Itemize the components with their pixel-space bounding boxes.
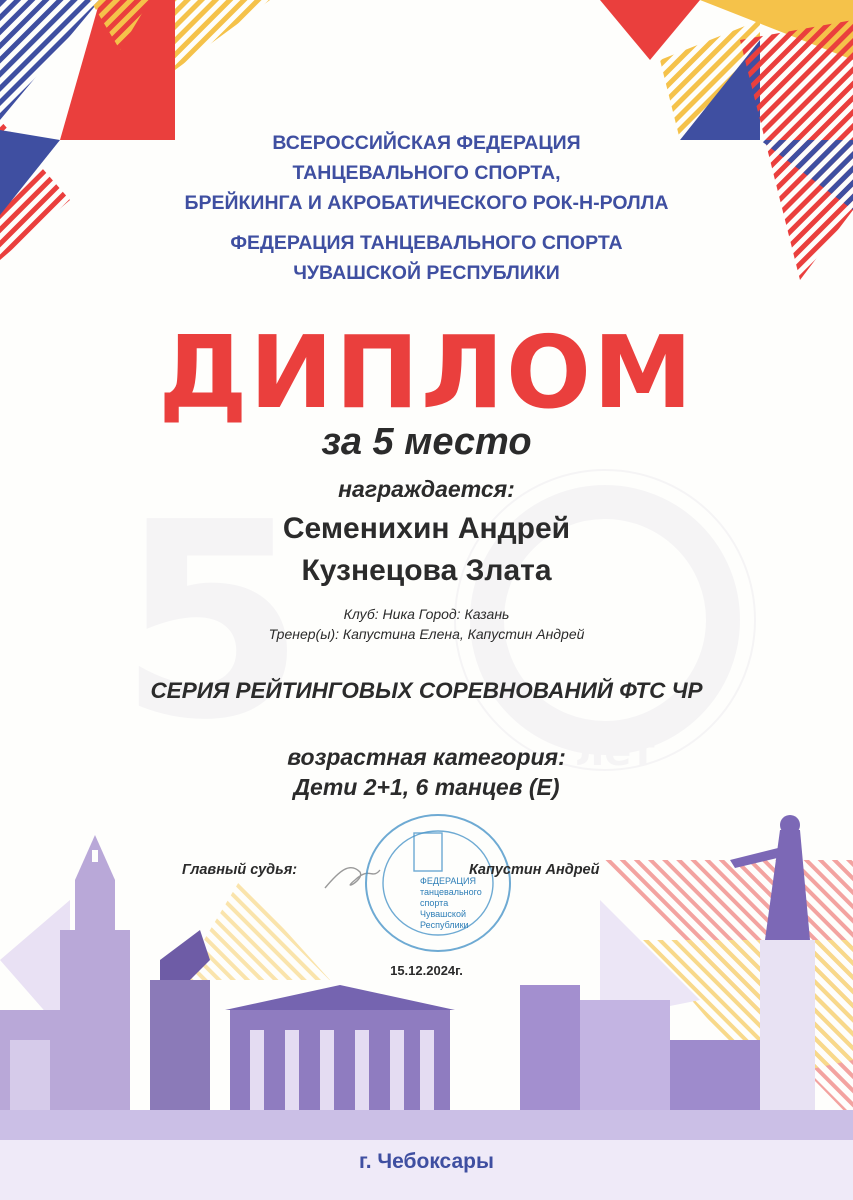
- chief-judge-label: Главный судья:: [182, 862, 298, 878]
- recipient-name: Семенихин Андрей: [282, 512, 571, 545]
- recipient-names: [0, 508, 853, 592]
- org-line: ФЕДЕРАЦИЯ ТАНЦЕВАЛЬНОГО СПОРТА: [230, 232, 623, 254]
- place-text: за 5 место: [321, 421, 532, 463]
- chief-judge-name: Капустин Андрей: [469, 862, 600, 878]
- stamp-line: Чувашской: [420, 909, 466, 919]
- stamp-line: Республики: [420, 920, 469, 930]
- stamp-text: [420, 876, 500, 931]
- stamp-line: танцевального спорта: [420, 887, 482, 908]
- age-category-value: Дети 2+1, 6 танцев (E): [293, 774, 560, 800]
- svg-text:5: 5: [118, 464, 306, 779]
- award-date: 15.12.2024г.: [390, 963, 463, 978]
- org-line: ВСЕРОССИЙСКАЯ ФЕДЕРАЦИЯ: [272, 132, 581, 154]
- org-line: ТАНЦЕВАЛЬНОГО СПОРТА,: [292, 162, 561, 184]
- regional-federation-header: [0, 228, 853, 288]
- svg-text:лет: лет: [575, 729, 655, 775]
- age-category: [0, 742, 853, 802]
- coach-line: Тренер(ы): Капустина Елена, Капустин Андрей: [268, 626, 585, 642]
- awarded-label: награждается:: [338, 476, 515, 502]
- club-line: Клуб: Ника Город: Казань: [343, 606, 510, 622]
- city-name: г. Чебоксары: [359, 1150, 494, 1173]
- org-line: БРЕЙКИНГА И АКРОБАТИЧЕСКОГО РОК-Н-РОЛЛА: [184, 192, 669, 214]
- club-info: [0, 604, 853, 644]
- age-category-label: возрастная категория:: [287, 744, 566, 770]
- organization-header: [0, 128, 853, 218]
- org-line: ЧУВАШСКОЙ РЕСПУБЛИКИ: [293, 262, 560, 284]
- stamp-line: ФЕДЕРАЦИЯ: [420, 876, 476, 886]
- diploma-title: ДИПЛОМ: [158, 314, 695, 431]
- competition-series: СЕРИЯ РЕЙТИНГОВЫХ СОРЕВНОВАНИЙ ФТС ЧР: [150, 678, 703, 703]
- recipient-name: Кузнецова Злата: [301, 554, 552, 587]
